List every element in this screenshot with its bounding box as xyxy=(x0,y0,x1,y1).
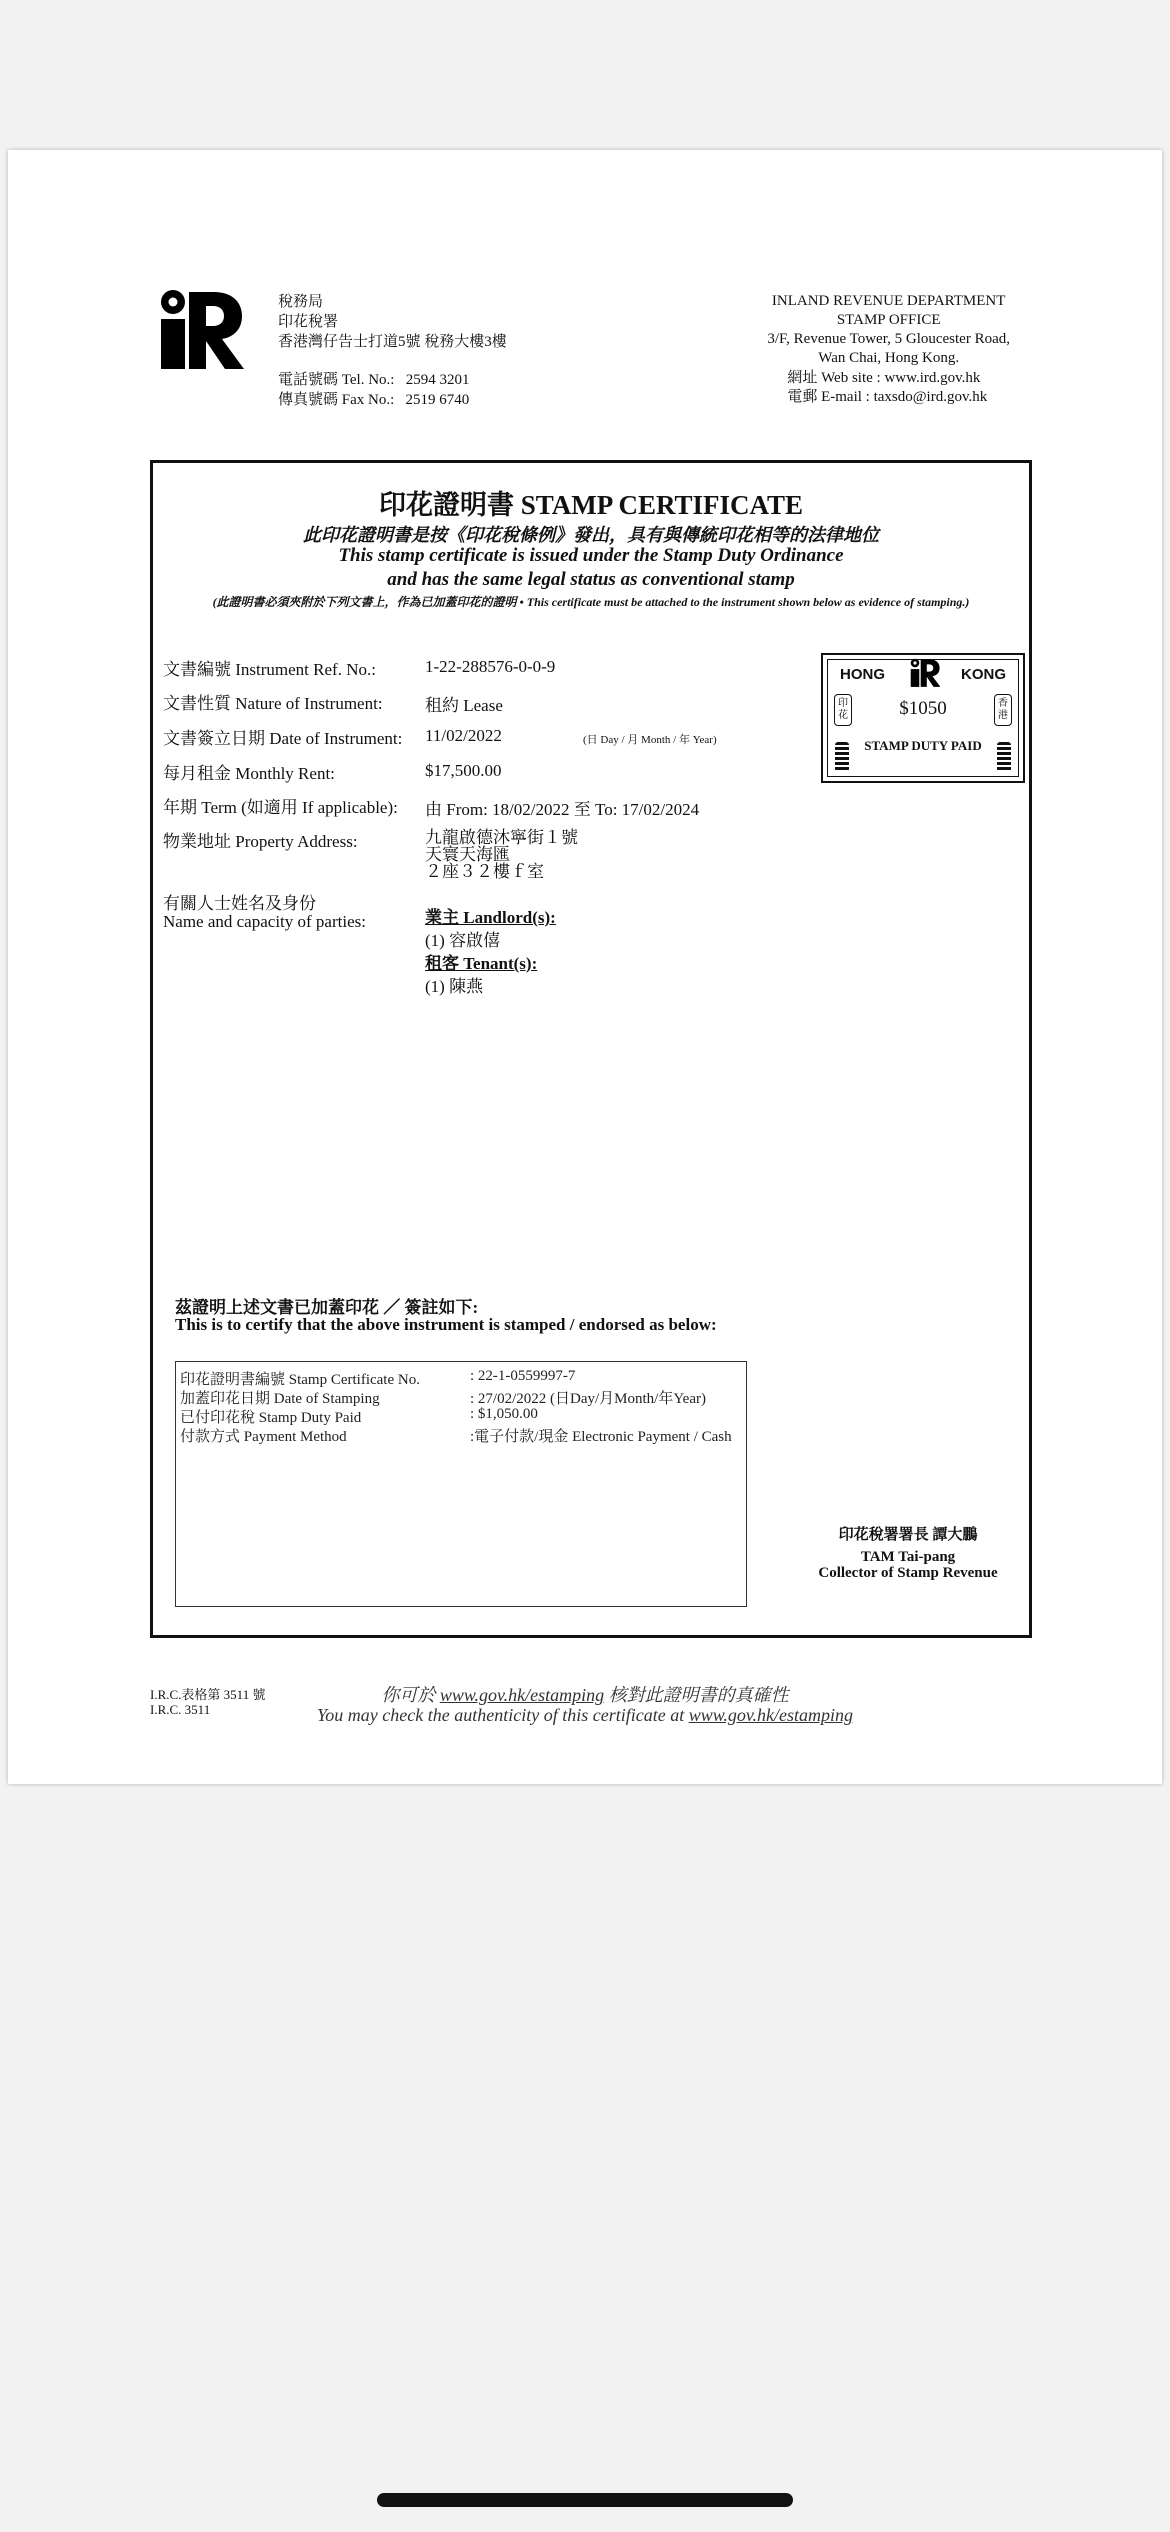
rent-label: 每月租金 Monthly Rent: xyxy=(163,764,335,783)
address-value xyxy=(425,829,578,880)
header-right xyxy=(767,292,1010,407)
date-value: 11/02/2022 xyxy=(425,726,502,745)
verify-en-pre: You may check the authenticity of this certificate at xyxy=(316,1705,689,1725)
website-line: 網址 Web site : www.ird.gov.hk xyxy=(787,370,981,386)
subtitle-en-1: This stamp certificate is issued under the Stamp Duty Ordinance xyxy=(338,545,844,566)
address-line-1: 九龍啟德沐寧街１號 xyxy=(425,828,578,847)
landlord-value: (1) 容啟僖 xyxy=(425,931,501,950)
duty-value: : $1,050.00 xyxy=(470,1406,538,1422)
certify-zh: 茲證明上述文書已加蓋印花 ／ 簽註如下: xyxy=(175,1298,479,1317)
method-value: :電子付款/現金 Electronic Payment / Cash xyxy=(470,1429,732,1445)
document-page xyxy=(8,150,1162,1784)
email-line: 電郵 E-mail : taxsdo@ird.gov.hk xyxy=(787,389,988,405)
landlord-label: 業主 Landlord(s): xyxy=(425,908,556,927)
address-line-2: 天寰天海匯 xyxy=(425,845,510,864)
ird-logo xyxy=(156,288,246,372)
stamp-duty-seal xyxy=(821,653,1025,783)
address-label: 物業地址 Property Address: xyxy=(163,832,358,851)
tel-line xyxy=(278,370,507,390)
verify-zh-post: 核對此證明書的真確性 xyxy=(604,1685,789,1705)
home-indicator[interactable] xyxy=(377,2493,793,2507)
seal-ird-logo xyxy=(908,658,942,688)
seal-amount: $1050 xyxy=(899,698,947,719)
cert-no-label: 印花證明書編號 Stamp Certificate No. xyxy=(180,1372,420,1388)
parties-label-en: Name and capacity of parties: xyxy=(163,912,366,931)
address-en-2: Wan Chai, Hong Kong. xyxy=(818,350,960,366)
form-number-zh: I.R.C.表格第 3511 號 xyxy=(150,1687,266,1702)
ref-label: 文書編號 Instrument Ref. No.: xyxy=(163,660,376,679)
tenant-label: 租客 Tenant(s): xyxy=(425,954,538,973)
duty-label: 已付印花稅 Stamp Duty Paid xyxy=(180,1410,362,1426)
certify-en: This is to certify that the above instrument is stamped / endorsed as below: xyxy=(175,1315,717,1334)
verify-line-en xyxy=(8,1705,1162,1726)
verify-link-zh[interactable]: www.gov.hk/estamping xyxy=(439,1685,605,1705)
parties-label xyxy=(163,895,366,931)
dept-name-zh: 稅務局 xyxy=(278,294,324,310)
office-name-zh: 印花稅署 xyxy=(278,314,339,330)
ref-value: 1-22-288576-0-0-9 xyxy=(425,657,556,676)
seal-paid-text: STAMP DUTY PAID xyxy=(864,738,982,753)
signatory-title-zh: 印花稅署署長 譚大鵬 xyxy=(838,1527,978,1543)
header-left xyxy=(278,292,507,410)
tel-value: 2594 3201 xyxy=(405,372,470,388)
attachment-note: (此證明書必須夾附於下列文書上，作為已加蓋印花的證明 • This certificate must be attached to the instrument shown below as evidence of stamping.) xyxy=(212,595,970,609)
office-name-en: STAMP OFFICE xyxy=(836,312,941,328)
stamp-certificate xyxy=(150,460,1032,1638)
signatory-title-en: Collector of Stamp Revenue xyxy=(818,1565,998,1581)
parties-label-zh: 有關人士姓名及身份 xyxy=(163,894,316,913)
subtitle-zh: 此印花證明書是按《印花稅條例》發出，具有與傳統印花相等的法律地位 xyxy=(303,525,879,545)
fax-value: 2519 6740 xyxy=(405,392,470,408)
date-format-hint: (日 Day / 月 Month / 年 Year) xyxy=(583,734,717,746)
dept-name-en: INLAND REVENUE DEPARTMENT xyxy=(771,293,1006,309)
fax-label: 傳真號碼 Fax No.: xyxy=(278,392,395,408)
seal-left-emblem: 印花 xyxy=(834,694,852,726)
tel-label: 電話號碼 Tel. No.: xyxy=(278,372,395,388)
seal-hong: HONG xyxy=(840,666,885,683)
stamping-details xyxy=(175,1361,747,1607)
stamp-date-value: : 27/02/2022 (日Day/月Month/年Year) xyxy=(470,1391,706,1407)
tenant-value: (1) 陳燕 xyxy=(425,977,484,996)
certificate-title: 印花證明書 STAMP CERTIFICATE xyxy=(378,490,804,520)
address-en-1: 3/F, Revenue Tower, 5 Gloucester Road, xyxy=(767,331,1010,347)
fax-line xyxy=(278,390,507,410)
verify-line-zh xyxy=(8,1681,1162,1707)
seal-right-emblem: 香港 xyxy=(994,694,1012,726)
verify-zh-pre: 你可於 xyxy=(381,1685,440,1705)
verify-link-en[interactable]: www.gov.hk/estamping xyxy=(688,1705,854,1725)
method-label: 付款方式 Payment Method xyxy=(180,1429,347,1445)
subtitle-en-2: and has the same legal status as conventional stamp xyxy=(387,569,795,590)
cert-no-value: : 22-1-0559997-7 xyxy=(470,1368,576,1384)
address-line-3: ２座３２樓ｆ室 xyxy=(425,862,544,881)
address-zh: 香港灣仔告士打道5號 稅務大樓3樓 xyxy=(278,334,507,350)
term-label: 年期 Term (如適用 If applicable): xyxy=(163,798,398,817)
seal-kong: KONG xyxy=(961,666,1006,683)
nature-value: 租約 Lease xyxy=(425,696,503,715)
signatory-block xyxy=(793,1549,1023,1581)
stamp-date-label: 加蓋印花日期 Date of Stamping xyxy=(180,1391,380,1407)
rent-value: $17,500.00 xyxy=(425,761,502,780)
form-number-en: I.R.C. 3511 xyxy=(150,1702,211,1717)
date-label: 文書簽立日期 Date of Instrument: xyxy=(163,729,403,748)
term-value: 由 From: 18/02/2022 至 To: 17/02/2024 xyxy=(425,800,700,819)
signatory-name: TAM Tai-pang xyxy=(860,1549,956,1565)
nature-label: 文書性質 Nature of Instrument: xyxy=(163,694,383,713)
